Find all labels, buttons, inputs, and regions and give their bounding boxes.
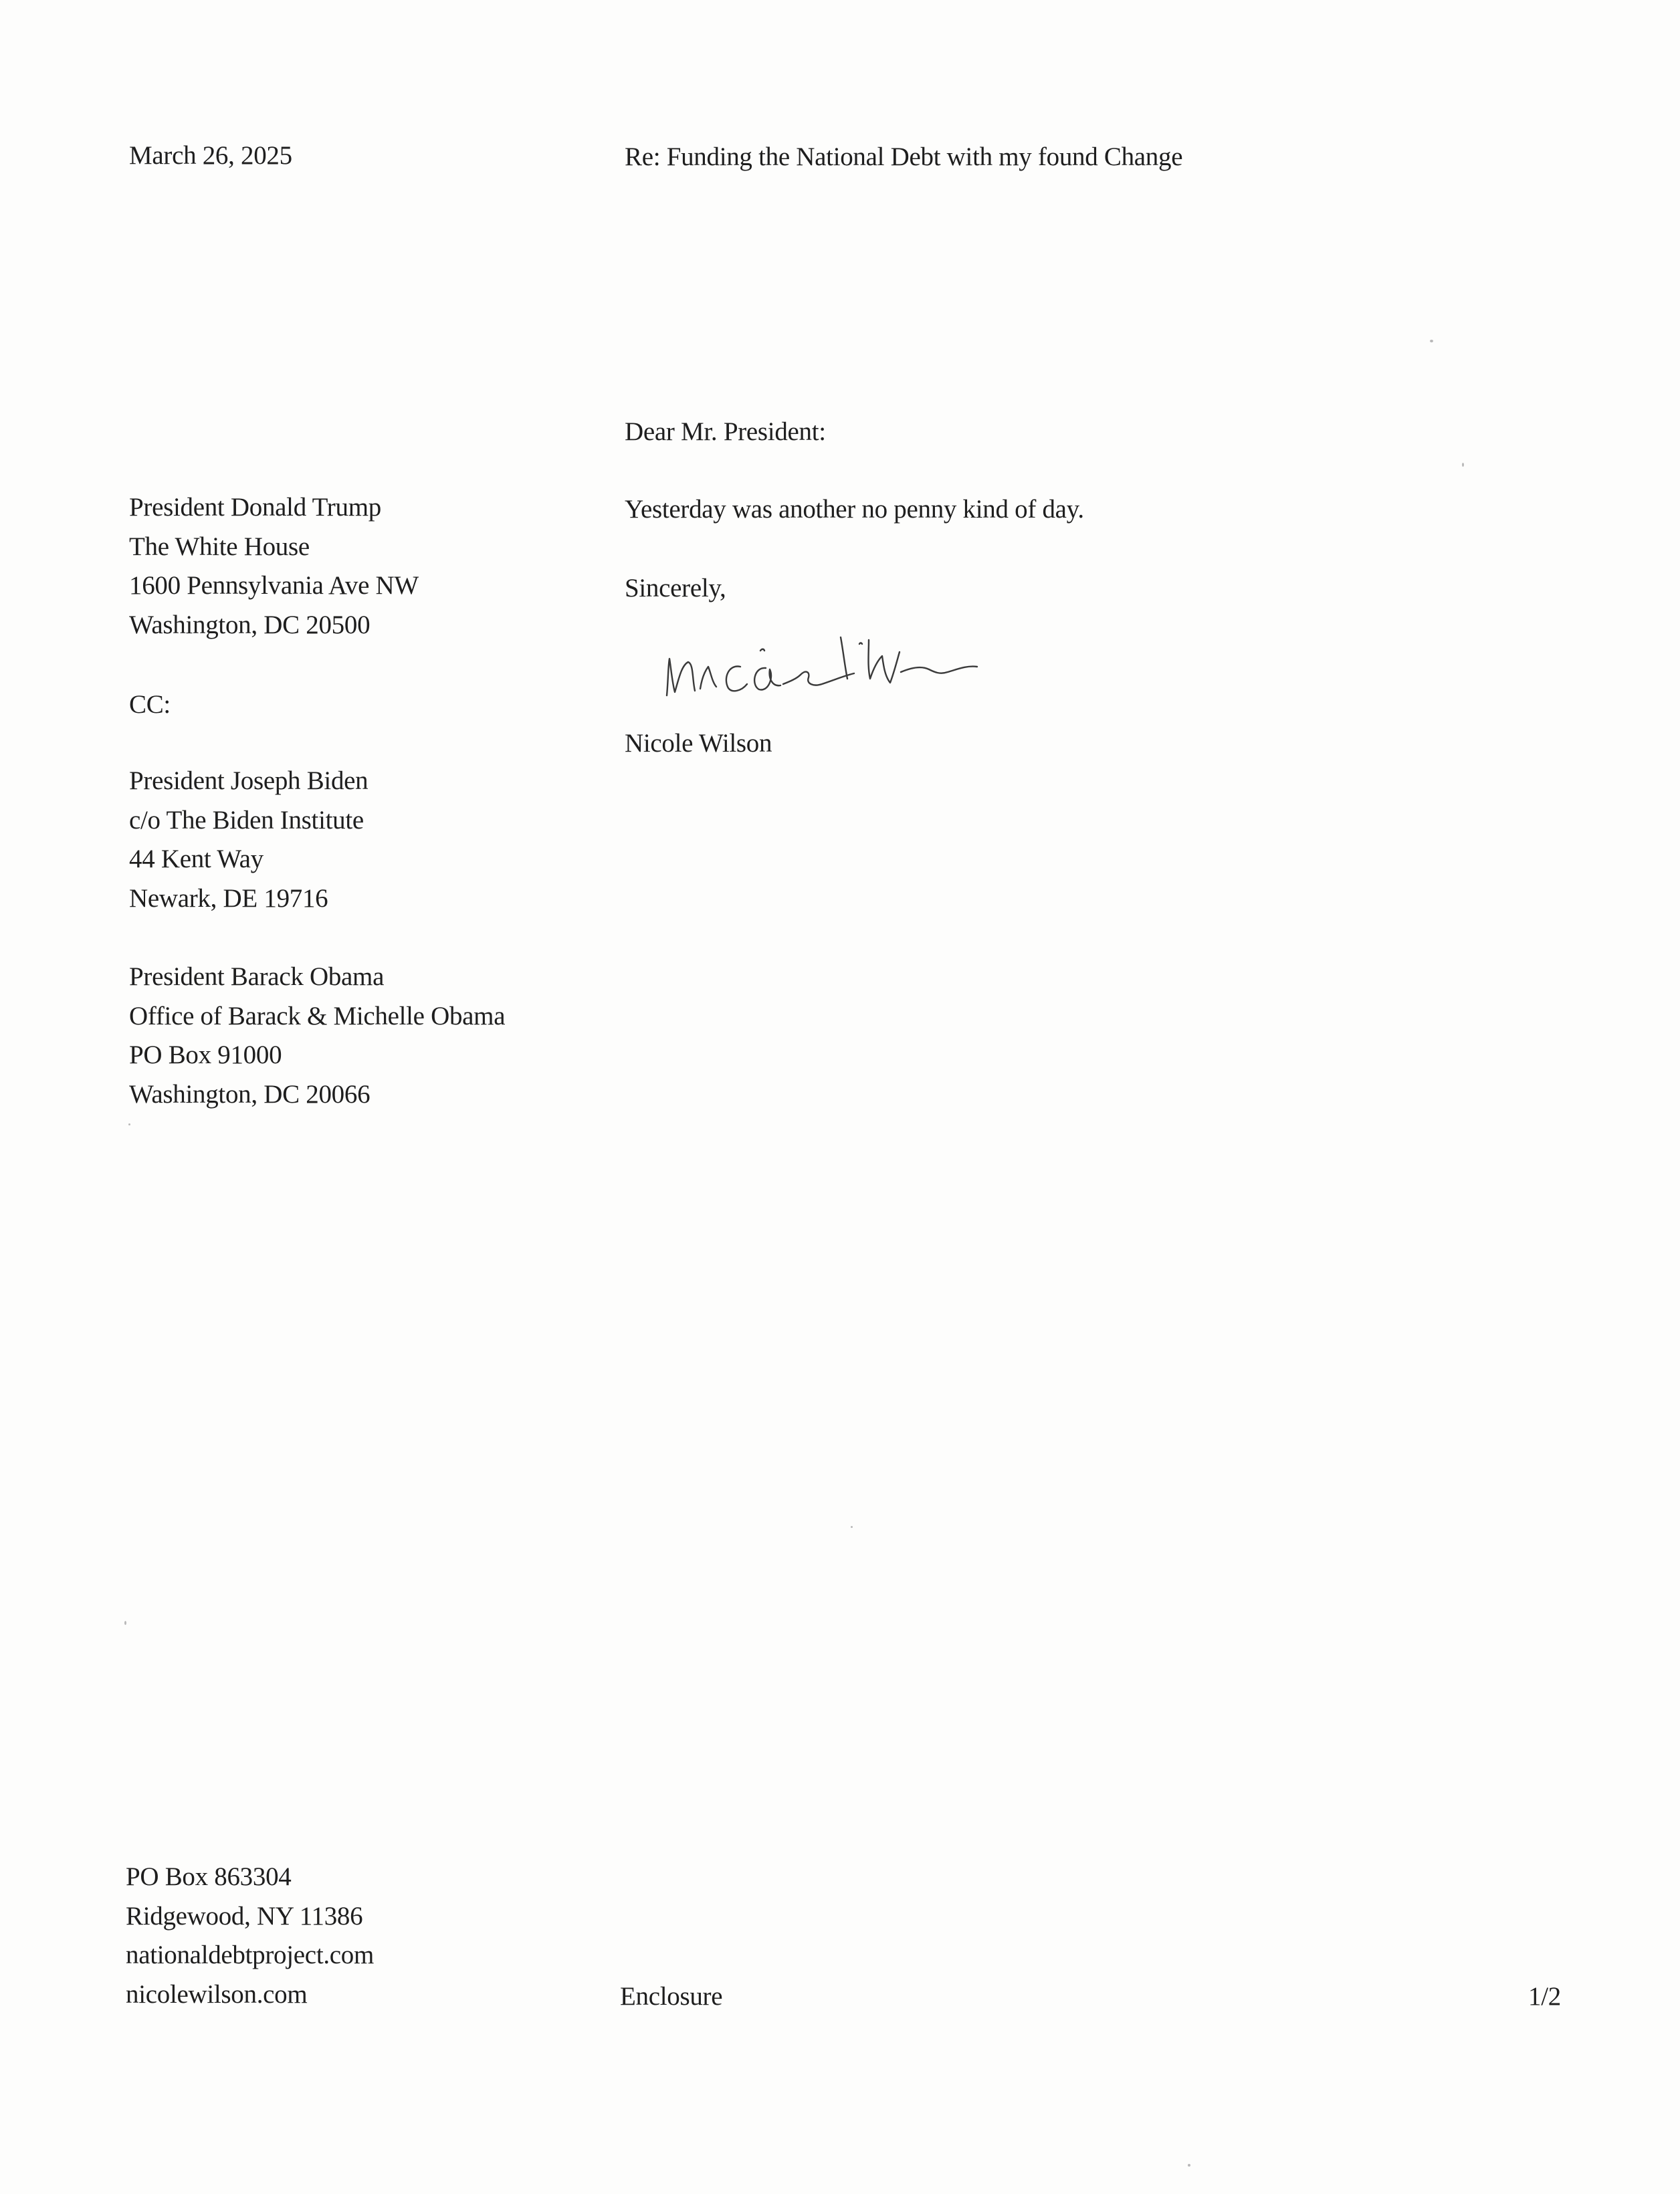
- address-line: President Barack Obama: [129, 962, 385, 991]
- sender-line: PO Box 863304: [126, 1862, 292, 1891]
- scan-speck: [128, 1123, 130, 1125]
- cc-label: CC:: [129, 690, 171, 719]
- letter-date: March 26, 2025: [129, 141, 292, 170]
- enclosure-note: Enclosure: [620, 1982, 723, 2011]
- address-line: Washington, DC 20066: [129, 1079, 371, 1109]
- scan-speck: [851, 1526, 853, 1528]
- closing: Sincerely,: [625, 574, 726, 602]
- address-line: President Donald Trump: [129, 493, 381, 522]
- cc-recipient-address: [129, 958, 505, 1114]
- scan-speck: [1430, 340, 1433, 342]
- cc-recipient-address: [129, 762, 368, 918]
- address-line: The White House: [129, 532, 310, 561]
- address-line: Office of Barack & Michelle Obama: [129, 1001, 506, 1030]
- handwritten-signature: [659, 625, 1000, 712]
- letter-subject: Re: Funding the National Debt with my found Change: [625, 142, 1183, 171]
- sender-line: Ridgewood, NY 11386: [126, 1901, 363, 1931]
- scan-speck: [124, 1621, 126, 1625]
- address-line: Newark, DE 19716: [129, 883, 328, 913]
- scan-speck: [1188, 2164, 1190, 2167]
- sender-address: [126, 1858, 374, 2014]
- scan-speck: [1462, 463, 1464, 467]
- address-line: PO Box 91000: [129, 1040, 282, 1069]
- address-line: 1600 Pennsylvania Ave NW: [129, 571, 419, 600]
- address-line: President Joseph Biden: [129, 766, 369, 795]
- page-number: 1/2: [1528, 1982, 1561, 2011]
- address-line: Washington, DC 20500: [129, 610, 371, 639]
- signer-name: Nicole Wilson: [625, 729, 772, 758]
- salutation: Dear Mr. President:: [625, 417, 826, 446]
- letter-body: Yesterday was another no penny kind of day.: [625, 495, 1084, 524]
- address-line: c/o The Biden Institute: [129, 805, 364, 835]
- recipient-address: [129, 488, 419, 645]
- sender-line: nationaldebtproject.com: [126, 1941, 375, 1969]
- address-line: 44 Kent Way: [129, 845, 264, 873]
- sender-line: nicolewilson.com: [126, 1979, 308, 2009]
